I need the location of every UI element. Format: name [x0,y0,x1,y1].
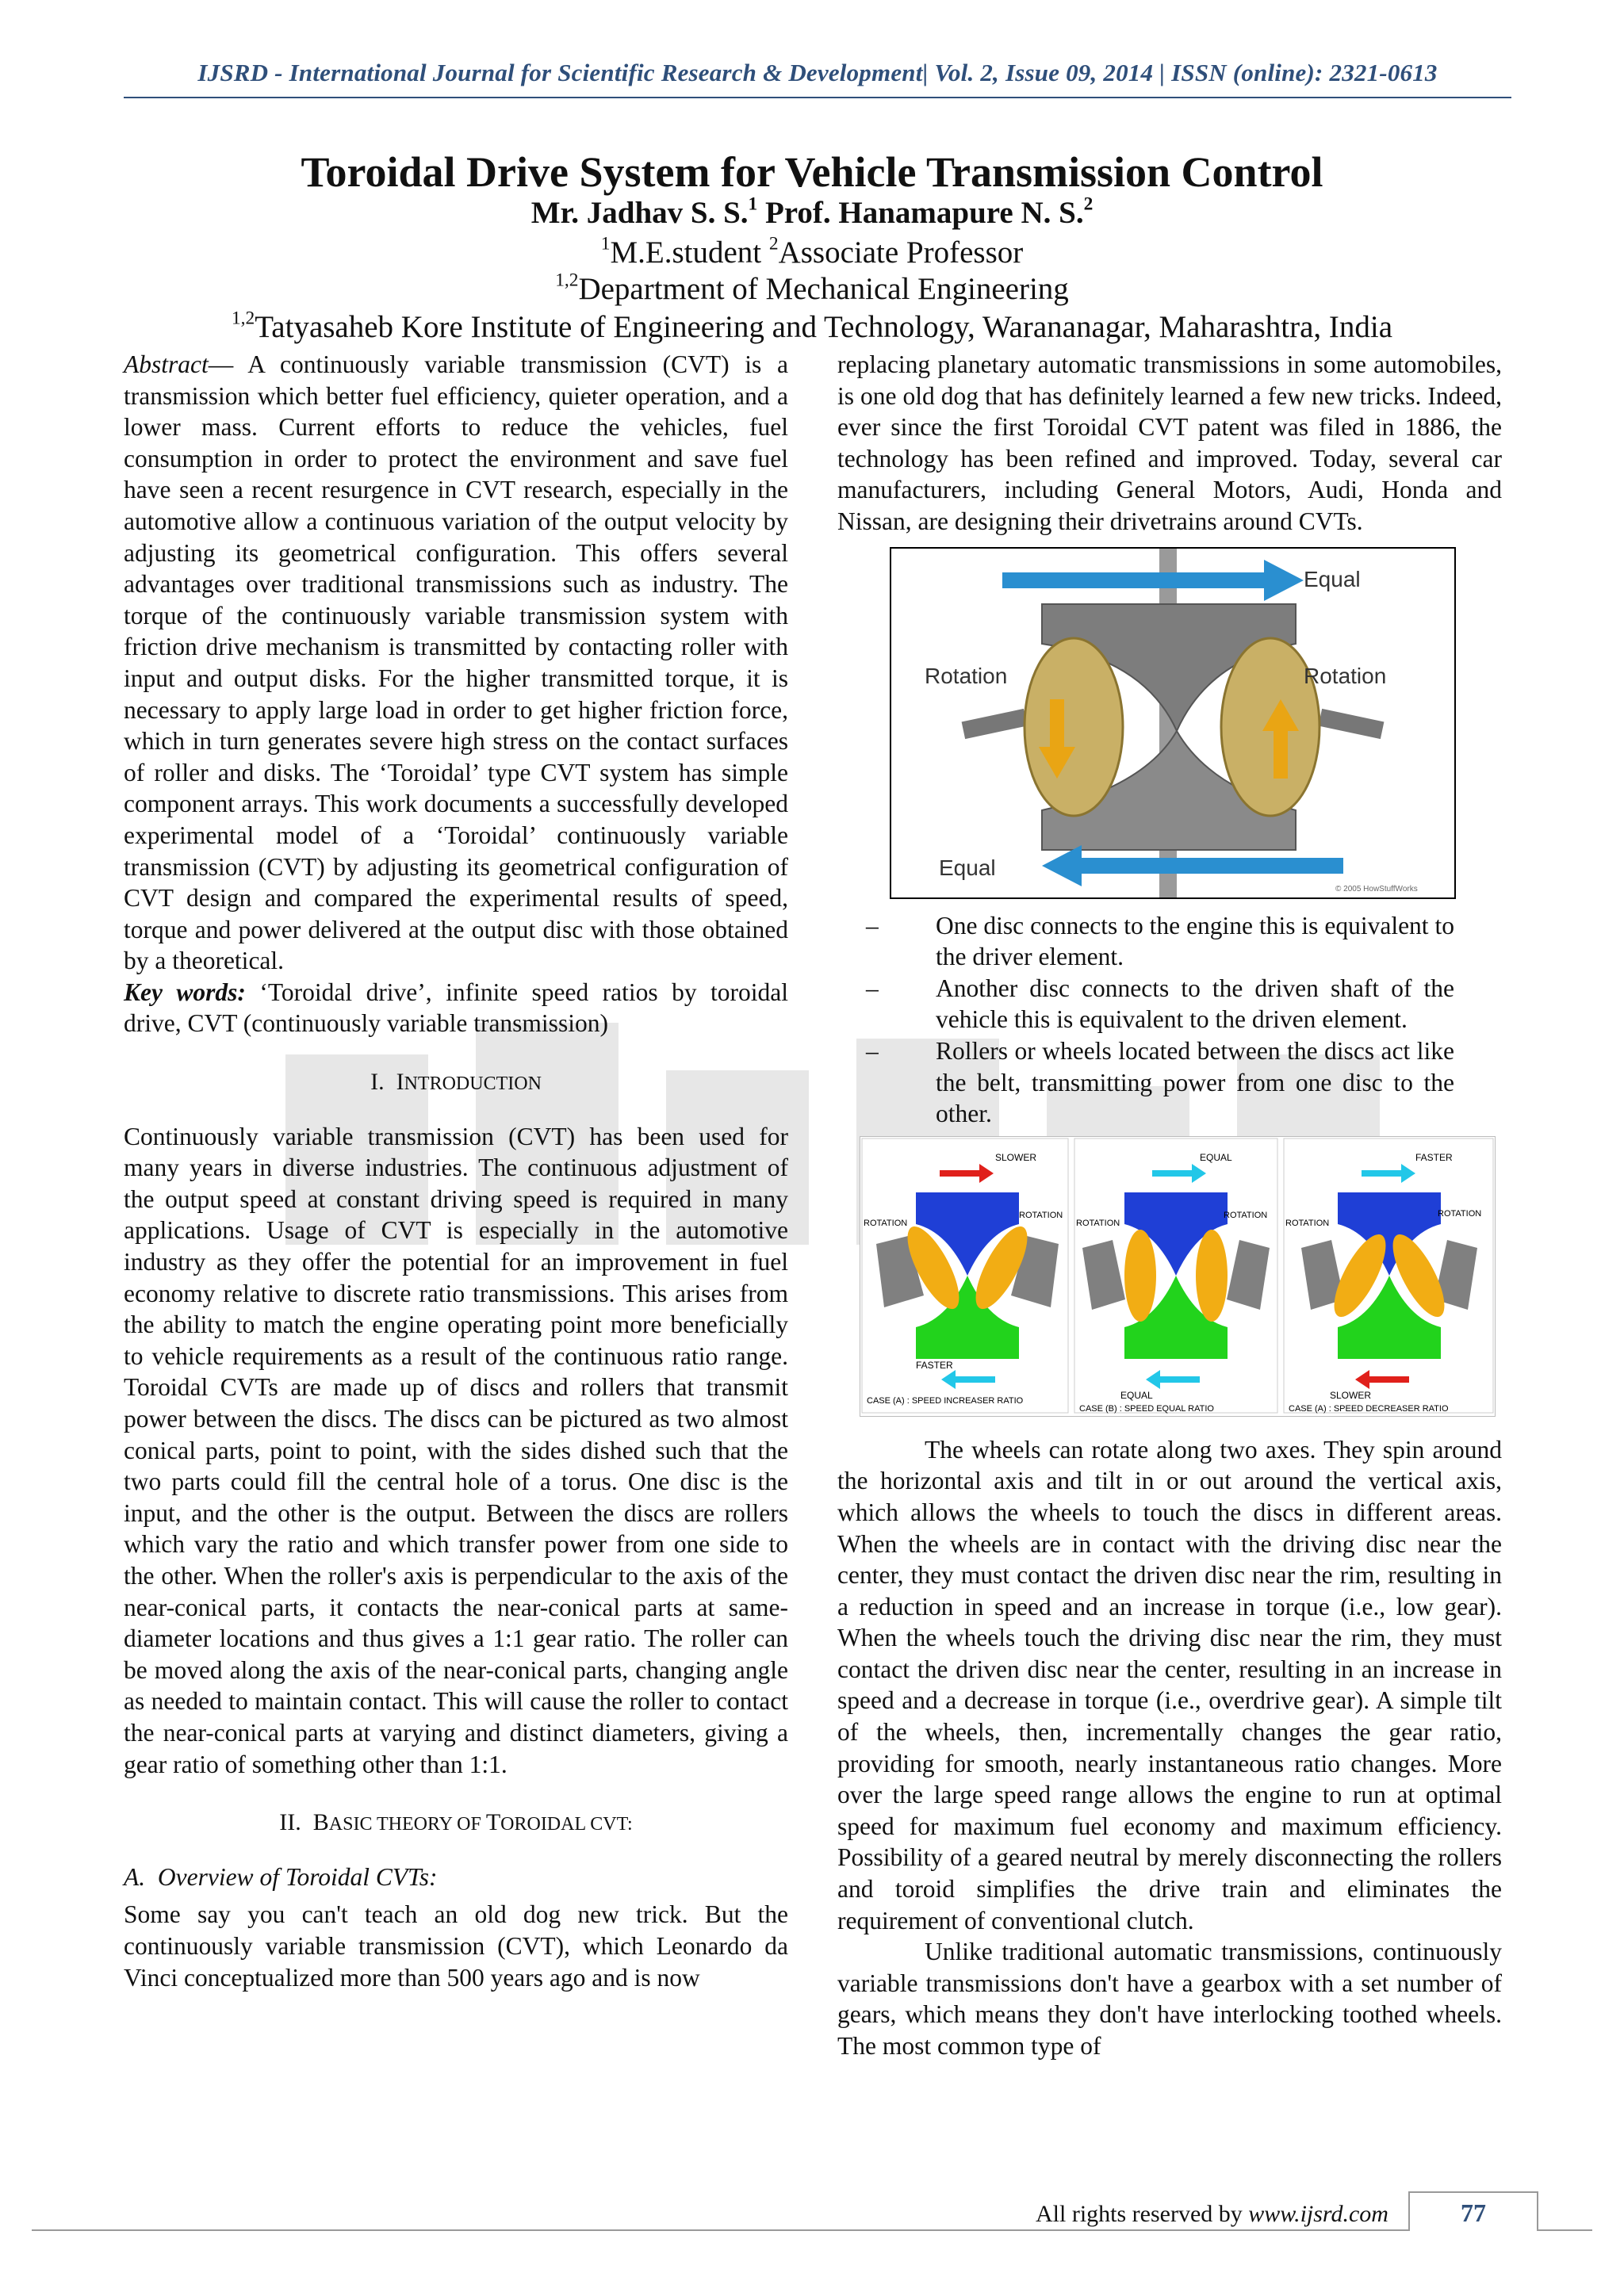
bullet-text: One disc connects to the engine this is equivalent to the driver element. [936,911,1454,971]
affiliation-department [0,271,1624,307]
subsection-heading [124,1862,788,1893]
right-roller [1196,1230,1228,1322]
figure-toroidal-cvt-drawing [891,549,1454,897]
institute: Tatyasaheb Kore Institute of Engineering and Technology, Warananagar, Maharashtra, India [255,310,1393,344]
section-2-part-1: B [312,1809,329,1836]
label-top: FASTER [1415,1151,1453,1163]
role-1: M.E.student [610,235,762,270]
introduction-text: Continuously variable transmission (CVT) has been used for many years in diverse industries. The continuous adjustment of the output speed at constant driving speed is required in many applications. Usage of CVT is especially in the automotive industry as they offer the potential for an improvement in fuel economy relative to discrete ratio transmissions. This arises from the ability to match the engine operating point more beneficially to vehicle requirements as a result of the continuous ratio range. Toroidal CVTs are made up of discs and rollers that transmit power between the discs. The discs can be pictured as two almost conical parts, point to point, with the sides dished such that the two parts could fill the central hole of a torus. One disc is the input, and the other is the output. Between the discs are rollers which vary the ratio and which transfer power from one side to the other. When the roller's axis is perpendicular to the axis of the near-conical parts, it contacts the near-conical parts at same-diameter locations and thus gives a 1:1 gear ratio. The roller can be moved along the axis of the near-conical parts, changing angle as needed to maintain contact. This will cause the roller to contact the near-conical parts at varying and distinct diameters, giving a gear ratio of something other than 1:1. [124,1122,788,1778]
label-rotation-left: ROTATION [864,1218,908,1228]
section-heading-basic-theory [124,1807,788,1841]
label-equal-top: Equal [1304,566,1361,591]
keywords-text: ‘Toroidal drive’, infinite speed ratios by toroidal drive, CVT (continuously variable transmission) [124,978,788,1038]
author-1-sup: 1 [748,193,758,215]
keywords-label: Key words: [124,978,246,1006]
journal-header: IJSRD - International Journal for Scientific Research & Development| Vol. 2, Issue 09, 2014 | ISSN (online): 2321-0613 [197,59,1438,86]
list-item [837,973,1502,1035]
keywords [124,977,788,1039]
institute-sup: 1,2 [231,308,255,329]
left-roller [1025,638,1123,816]
left-column [124,349,788,1993]
label-equal-bottom: Equal [939,855,996,880]
right-column [837,349,1502,2062]
panel-caption: CASE (A) : SPEED DECREASER RATIO [1289,1403,1449,1414]
bullet-dash: – [866,1036,879,1065]
footer-url: www.ijsrd.com [1248,2201,1388,2227]
label-rotation-left: ROTATION [1076,1218,1120,1228]
panel-case-c [1284,1138,1493,1414]
role-2-sup: 2 [768,233,779,254]
label-top: EQUAL [1200,1151,1232,1163]
role-1-sup: 1 [600,233,611,254]
section-2-part-2: ASIC THEORY OF [328,1814,486,1835]
paper-title: Toroidal Drive System for Vehicle Transmission Control [301,148,1323,196]
section-1-number: I. [370,1069,385,1096]
rights-text: All rights reserved by [1036,2201,1249,2227]
figure-credit: © 2005 HowStuffWorks [1335,884,1418,894]
department: Department of Mechanical Engineering [578,272,1069,306]
right-roller-axle [1319,708,1385,738]
subsection-label: A. [124,1862,146,1891]
label-rotation-right: ROTATION [1438,1208,1482,1219]
author-2-sup: 2 [1083,193,1094,215]
overview-text-left: Some say you can't teach an old dog new trick. But the continuously variable transmission (CVT), which Leonardo da Vinci conceptualized more than 500 years ago and is now [124,1900,788,1992]
label-bottom: FASTER [916,1359,953,1371]
figure-toroidal-cvt [890,547,1456,899]
subsection-title: Overview of Toroidal CVTs: [157,1862,438,1891]
abstract-label: Abstract [124,350,209,378]
author-1: Mr. Jadhav S. S. [530,196,749,230]
label-rotation-right: ROTATION [1224,1210,1268,1220]
panel-caption: CASE (B) : SPEED EQUAL RATIO [1079,1403,1214,1414]
affiliation-roles [0,235,1624,270]
bullet-text: Rollers or wheels located between the discs act like the belt, transmitting power from one disc to the other. [936,1036,1454,1128]
bullet-list [837,910,1502,1130]
abstract [124,349,788,977]
overview-text-right: replacing planetary automatic transmissions in some automobiles, is one old dog that has definitely learned a few new tricks. Indeed, ever since the first Toroidal CVT patent was filed in 1886, the technology has been refined and improved. Today, several car manufacturers, including General Motors, Audi, Honda and Nissan, are designing their drivetrains around CVTs. [837,350,1502,535]
label-rotation-left: ROTATION [1285,1218,1330,1228]
department-sup: 1,2 [555,270,579,291]
panel-caption: CASE (A) : SPEED INCREASER RATIO [867,1395,1024,1406]
equal-arrow-bottom [1042,845,1343,886]
role-2: Associate Professor [778,235,1024,270]
abstract-dash: — [208,350,234,378]
panel-case-b [1074,1138,1277,1414]
label-rotation-right: ROTATION [1019,1210,1063,1220]
list-item [837,910,1502,973]
bullet-dash: – [866,974,879,1002]
footer-rights [1036,2201,1388,2228]
wheels-paragraph: The wheels can rotate along two axes. They spin around the horizontal axis and tilt in or out around the vertical axis, which allows the wheels to touch the discs in different areas. When the wheels are in contact with the driving disc near the center, they must contact the driven disc near the rim, resulting in a reduction in speed and an increase in torque (i.e., low gear). When the wheels touch the driving disc near the rim, they must contact the driven disc near the center, resulting in an increase in speed and a decrease in torque (i.e., overdrive gear). A simple tilt of the wheels, then, incrementally changes the gear ratio, providing for smooth, nearly instantaneous ratio changes. More over the large speed range allows the engine to run at optimal speed for maximum fuel economy and maximum efficiency. Possibility of a geared neutral by merely disconnecting the rollers and toroid simplifies the drive train and eliminates the requirement of conventional clutch. [837,1435,1502,1934]
label-bottom: EQUAL [1120,1389,1153,1401]
section-2-part-4: OROIDAL CVT: [500,1814,633,1835]
abstract-text: A continuously variable transmission (CVT) is a transmission which better fuel efficiency, quieter operation, and a lower mass. Current efforts to reduce the vehicles, fuel consumption in order to protect the environment and save fuel have seen a recent resurgence in CVT research, especially in the automotive allow a continuous variation of the output velocity by adjusting its geometrical configuration. This offers several advantages over traditional transmissions such as industry. The torque of the continuously variable transmission system with friction drive mechanism is transmitted by contacting roller with input and output disks. For the higher transmitted torque, it is necessary to apply large load in order to get higher friction force, which in turn generates severe high stress on the contact surfaces of roller and disks. The ‘Toroidal’ type CVT system has simple component arrays. This work documents a successfully developed experimental model of a ‘Toroidal’ continuously variable transmission (CVT) by adjusting its geometrical configuration of CVT design and compared the experimental results of speed, torque and power delivered at the output disc with those obtained by a theoretical. [124,350,788,975]
unlike-paragraph: Unlike traditional automatic transmissions, continuously variable transmissions don't have a gearbox with a set number of gears, which means they don't have interlocking toothed wheels. The most common type of [837,1938,1502,2060]
figure-speed-ratio-cases [860,1136,1496,1417]
section-heading-introduction [124,1066,788,1100]
author-line [0,195,1624,231]
panel-case-a [862,1138,1068,1413]
label-bottom: SLOWER [1330,1389,1372,1401]
page-number: 77 [1408,2191,1538,2231]
affiliation-institute [0,309,1624,345]
left-roller [1124,1230,1156,1322]
bullet-text: Another disc connects to the driven shaft of the vehicle this is equivalent to the driven element. [936,974,1454,1034]
equal-arrow-top [1002,560,1304,601]
left-roller-axle [962,708,1028,738]
label-rotation-left: Rotation [925,663,1008,688]
footer-rule [32,2229,1592,2231]
section-1-initial: I [396,1069,404,1096]
section-2-part-3: T [485,1809,501,1836]
bullet-dash: – [866,911,879,939]
label-rotation-right: Rotation [1304,663,1387,688]
section-2-number: II. [279,1809,301,1836]
list-item [837,1035,1502,1130]
figure-speed-ratio-drawing [860,1137,1495,1416]
label-top: SLOWER [995,1151,1037,1163]
section-1-rest: NTRODUCTION [404,1073,542,1095]
author-2: Prof. Hanamapure N. S. [764,196,1084,230]
header-rule [124,97,1511,98]
